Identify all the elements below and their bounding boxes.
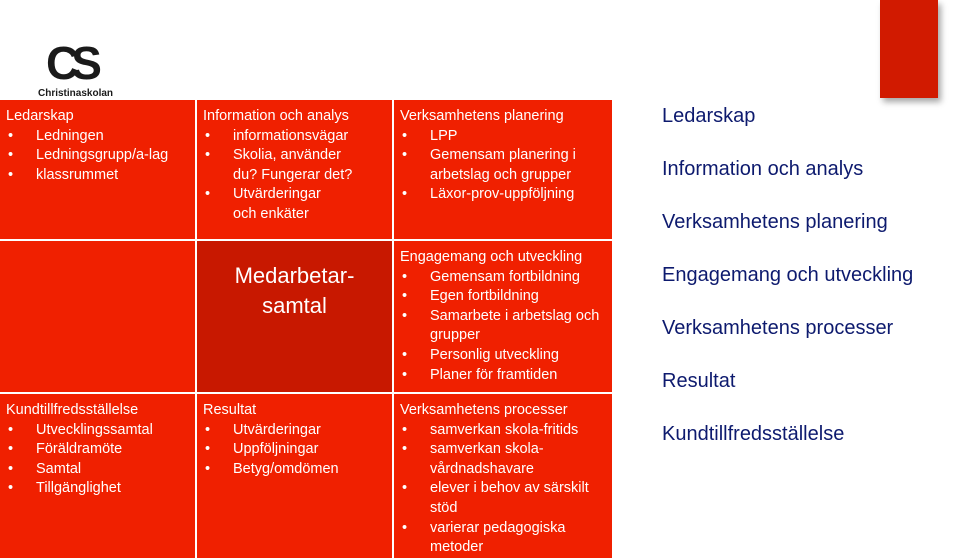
list-item: • samverkan skola-vårdnadshavare	[400, 440, 606, 479]
list-item: • Samarbete i arbetslag och grupper	[400, 307, 606, 346]
list-item: • samverkan skola-fritids	[400, 421, 606, 441]
list-item: • Läxor-prov-uppföljning	[400, 185, 606, 205]
right-list-item: Information och analys	[662, 158, 864, 180]
cell-kundtillfredsstallelse	[0, 394, 195, 558]
list-item: • Tillgänglighet	[6, 479, 189, 499]
list-item: • Gemensam planering i arbetslag och grupper	[400, 146, 606, 185]
right-list-item: Kundtillfredsställelse	[662, 423, 845, 445]
cell-verksamhetens-processer	[394, 394, 612, 558]
list-item: • Skolia, använder du? Fungerar det?	[203, 146, 386, 185]
cell-medarbetarsamtal	[197, 241, 392, 392]
right-list-item: Ledarskap	[662, 105, 756, 127]
list-item: • Samtal	[6, 460, 189, 480]
list-item: • informationsvägar	[203, 127, 386, 147]
cell-title: Kundtillfredsställelse	[6, 402, 139, 418]
list-item: • klassrummet	[6, 166, 189, 186]
cell-title: Ledarskap	[6, 108, 74, 124]
list-item: • Ledningsgrupp/a-lag	[6, 146, 189, 166]
list-item: • Utvecklingssamtal	[6, 421, 189, 441]
cell-resultat	[197, 394, 392, 558]
center-title-line2: samtal	[262, 293, 327, 318]
list-item: • elever i behov av särskilt stöd	[400, 479, 606, 518]
cell-title: Resultat	[203, 402, 257, 418]
cell-engagemang-och-utveckling	[394, 241, 612, 392]
list-item: • LPP	[400, 127, 606, 147]
list-item: • Föräldramöte	[6, 440, 189, 460]
cell-title: Information och analys	[203, 108, 349, 124]
list-item: • Planer för framtiden	[400, 366, 606, 386]
list-item: • Personlig utveckling	[400, 346, 606, 366]
logo-letters: CS	[46, 37, 94, 89]
cell-information-och-analys	[197, 100, 392, 239]
right-list-item: Verksamhetens processer	[662, 317, 894, 339]
list-item: • Betyg/omdömen	[203, 460, 386, 480]
list-item: • Egen fortbildning	[400, 287, 606, 307]
list-item: • Ledningen	[6, 127, 189, 147]
christinaskolan-logo	[38, 37, 128, 102]
cell-ledarskap	[0, 100, 195, 239]
right-list-item: Engagemang och utveckling	[662, 264, 914, 286]
cell-title: Verksamhetens planering	[400, 108, 564, 124]
list-item: • Utvärderingar och enkäter	[203, 185, 386, 224]
right-list-item: Verksamhetens planering	[662, 211, 888, 233]
list-item: • varierar pedagogiska metoder	[400, 519, 606, 558]
center-title-line1: Medarbetar-	[234, 263, 355, 288]
cell-title: Verksamhetens processer	[400, 402, 568, 418]
cell-empty	[0, 241, 195, 392]
right-list-item: Resultat	[662, 370, 736, 392]
cell-verksamhetens-planering	[394, 100, 612, 239]
cell-title: Engagemang och utveckling	[400, 249, 583, 265]
list-item: • Gemensam fortbildning	[400, 268, 606, 288]
decorative-red-square	[880, 0, 938, 98]
logo-school-name: Christinaskolan	[38, 88, 114, 99]
list-item: • Uppföljningar	[203, 440, 386, 460]
list-item: • Utvärderingar	[203, 421, 386, 441]
